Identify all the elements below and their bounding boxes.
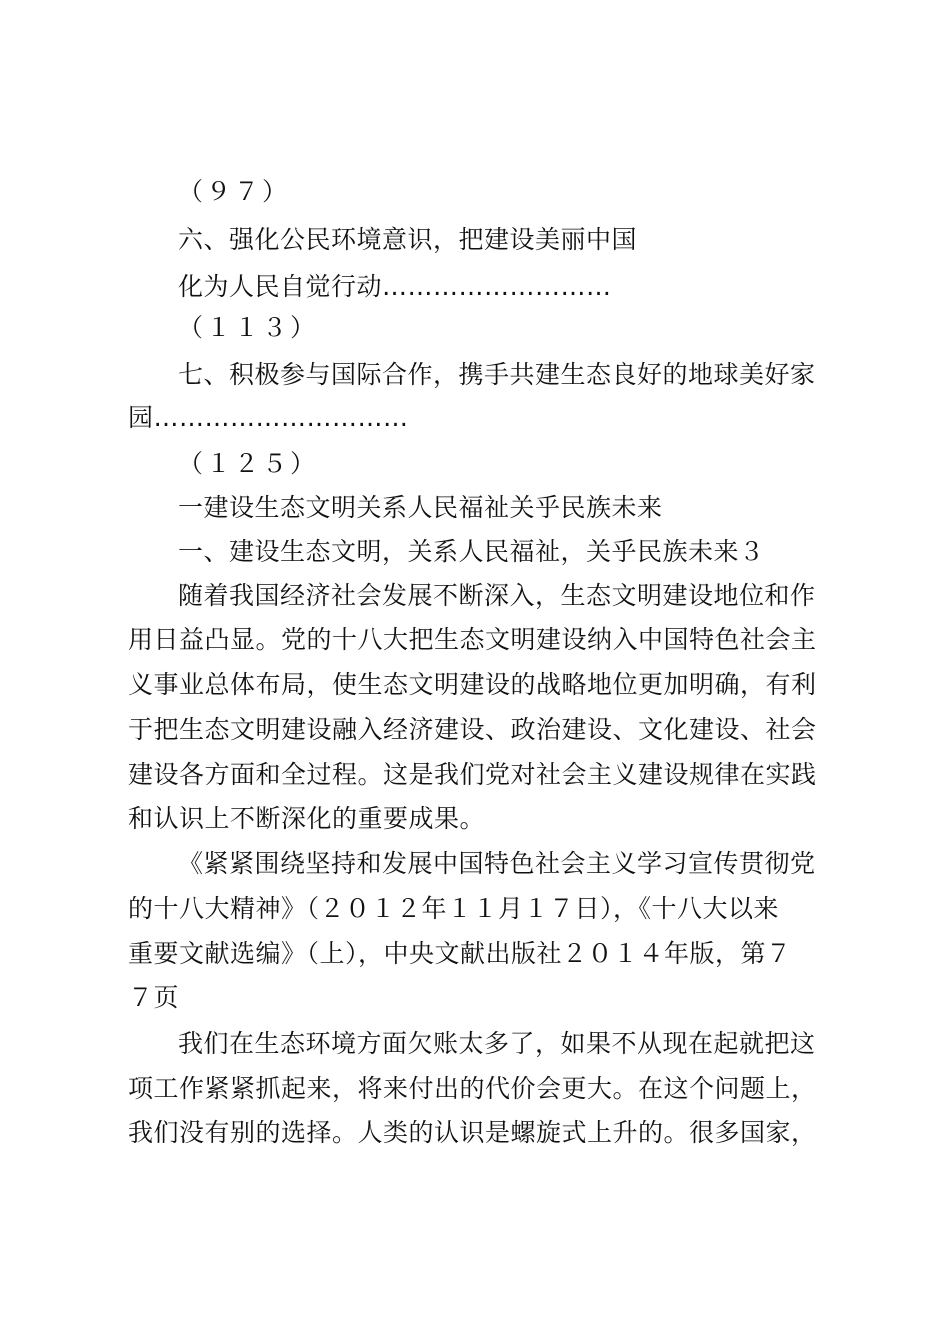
toc-page-number: （１２５） (178, 449, 319, 478)
toc-entry-7: 七、积极参与国际合作，携手共建生态良好的地球美好家 (178, 360, 816, 389)
citation-line: 的十八大精神》（２０１２年１１月１７日），《十八大以来 (128, 894, 780, 923)
paragraph-line: 项工作紧紧抓起来，将来付出的代价会更大。在这个问题上， (128, 1074, 817, 1103)
citation-line: 《紧紧围绕坚持和发展中国特色社会主义学习宣传贯彻党 (178, 849, 816, 878)
toc-page-number: （１１３） (178, 313, 319, 342)
paragraph-line: 用日益凸显。党的十八大把生态文明建设纳入中国特色社会主 (128, 625, 817, 654)
paragraph-line: 于把生态文明建设融入经济建设、政治建设、文化建设、社会 (128, 715, 817, 744)
toc-entry-6-continued: 化为人民自觉行动……………………… (178, 272, 612, 301)
paragraph-line: 我们在生态环境方面欠账太多了，如果不从现在起就把这 (178, 1029, 816, 1058)
toc-entry-6: 六、强化公民环境意识，把建设美丽中国 (178, 225, 638, 254)
paragraph-line: 和认识上不断深化的重要成果。 (128, 804, 486, 833)
toc-entry-7-continued: 园………………………… (128, 403, 409, 432)
citation-line: ７页 (128, 983, 180, 1012)
paragraph-line: 我们没有别的选择。人类的认识是螺旋式上升的。很多国家， (128, 1118, 817, 1147)
paragraph-line: 随着我国经济社会发展不断深入，生态文明建设地位和作 (178, 581, 816, 610)
toc-page-number: （９７） (178, 177, 291, 206)
section-heading: 一建设生态文明关系人民福祉关乎民族未来 (178, 493, 663, 522)
citation-line: 重要文献选编》（上），中央文献出版社２０１４年版，第７ (128, 939, 792, 968)
paragraph-line: 建设各方面和全过程。这是我们党对社会主义建设规律在实践 (128, 760, 817, 789)
paragraph-line: 义事业总体布局，使生态文明建设的战略地位更加明确，有利 (128, 670, 817, 699)
chapter-heading: 一、建设生态文明，关系人民福祉，关乎民族未来３ (178, 537, 765, 566)
